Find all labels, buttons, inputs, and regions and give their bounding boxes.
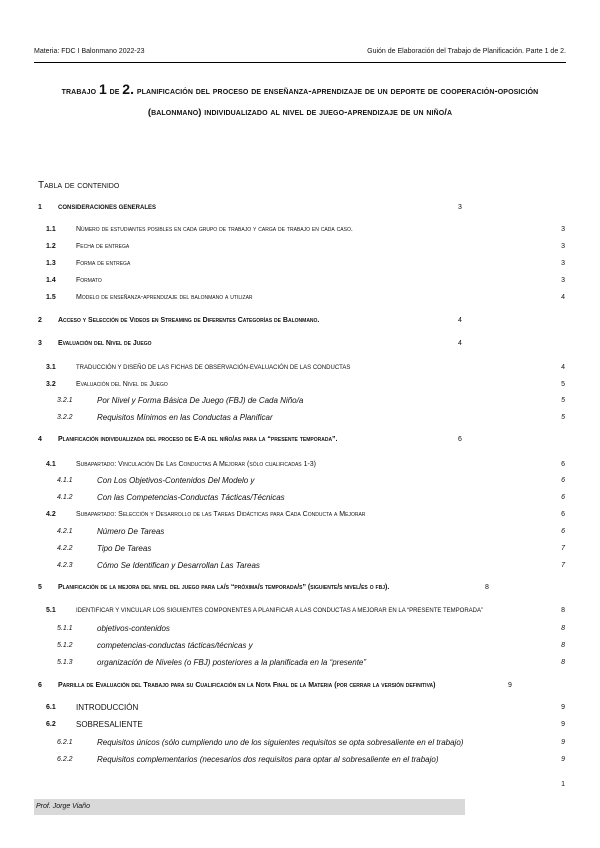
toc-entry-page: 6 — [561, 477, 565, 484]
toc-entry-title: competencias-conductas tácticas/técnicas y — [97, 641, 253, 650]
toc-entry[interactable] — [0, 604, 600, 618]
header-part: Guión de Elaboración del Trabajo de Planificación. Parte 1 de 2. — [367, 48, 566, 55]
toc-entry-page: 9 — [561, 721, 565, 728]
toc-entry[interactable] — [0, 201, 600, 215]
toc-entry-title: Número de estudiantes posibles en cada grupo de trabajo y carga de trabajo en cada caso. — [76, 226, 353, 233]
toc-entry-title: Requisitos Mínimos en las Conductas a Planificar — [97, 413, 273, 422]
toc-entry-title: SOBRESALIENTE — [76, 720, 143, 729]
toc-entry-title: Evaluación del Nivel de Juego — [58, 340, 152, 347]
toc-entry-number: 5.1.3 — [57, 659, 73, 666]
footer-bar — [34, 799, 465, 815]
toc-entry[interactable] — [0, 508, 600, 522]
toc-entry-page: 6 — [561, 494, 565, 501]
toc-entry-page: 4 — [458, 317, 462, 324]
toc-entry-title: Tipo De Tareas — [97, 544, 152, 553]
toc-entry[interactable] — [0, 291, 600, 305]
toc-entry[interactable] — [0, 223, 600, 237]
toc-entry-number: 6.2.1 — [57, 739, 73, 746]
toc-entry-title: Por Nivel y Forma Básica De Juego (FBJ) de Cada Niño/a — [97, 396, 304, 405]
title-rest: planificación del proceso de enseñanza-aprendizaje de un deporte de cooperación-oposición (balonmano) individualizado al nivel de juego-aprendizaje de un niño/a — [134, 86, 539, 118]
toc-entry-title: Acceso y Selección de Videos en Streaming de Diferentes Categorías de Balonmano. — [58, 317, 320, 324]
toc-entry[interactable] — [0, 240, 600, 254]
toc-entry[interactable] — [0, 274, 600, 288]
toc-entry-page: 4 — [458, 340, 462, 347]
toc-entry-title: Número De Tareas — [97, 527, 165, 536]
toc-entry[interactable] — [0, 525, 600, 539]
toc-entry-title: Planificación de la mejora del nivel del juego para la/s “próxima/s temporada/s” (siguiente/s nivel/es o fbj). — [58, 584, 390, 591]
toc-entry-title: Forma de entrega — [76, 260, 131, 267]
toc-entry-page: 6 — [561, 511, 565, 518]
toc-entry[interactable] — [0, 361, 600, 375]
toc-entry[interactable] — [0, 581, 600, 595]
toc-entry[interactable] — [0, 378, 600, 392]
toc-entry-title: organización de Niveles (o FBJ) posteriores a la planificada en la “presente” — [97, 658, 367, 667]
toc-entry[interactable] — [0, 753, 600, 767]
toc-entry-title: objetivos-contenidos — [97, 624, 170, 633]
toc-entry-number: 1.1 — [46, 226, 56, 233]
toc-entry-title: Fecha de entrega — [76, 243, 130, 250]
toc-entry-number: 1.4 — [46, 277, 56, 284]
toc-entry[interactable] — [0, 337, 600, 351]
toc-entry[interactable] — [0, 622, 600, 636]
toc-entry-page: 9 — [508, 682, 512, 689]
toc-entry-number: 6.1 — [46, 704, 56, 711]
toc-entry-title: Cómo Se Identifican y Desarrollan Las Tareas — [97, 561, 260, 570]
toc-entry-page: 8 — [561, 642, 565, 649]
toc-entry[interactable] — [0, 491, 600, 505]
toc-entry-title: Requisitos complementarios (necesarios dos requisitos para optar al sobresaliente en el trabajo) — [97, 755, 439, 764]
toc-entry-page: 3 — [561, 226, 565, 233]
toc-entry-page: 6 — [458, 436, 462, 443]
toc-entry-number: 1 — [38, 204, 42, 211]
header-subject: Materia: FDC I Balonmano 2022-23 — [34, 48, 145, 55]
toc-entry-number: 1.3 — [46, 260, 56, 267]
toc-entry[interactable] — [0, 314, 600, 328]
toc-entry[interactable] — [0, 257, 600, 271]
toc-entry-title: Modelo de enseñanza-aprendizaje del balonmano a utilizar — [76, 294, 253, 301]
toc-entry-page: 5 — [561, 397, 565, 404]
toc-entry[interactable] — [0, 736, 600, 750]
toc-entry-number: 6 — [38, 682, 42, 689]
toc-entry-number: 4.1.2 — [57, 494, 73, 501]
toc-entry-number: 1.2 — [46, 243, 56, 250]
toc-entry-page: 5 — [561, 381, 565, 388]
toc-entry-number: 1.5 — [46, 294, 56, 301]
toc-entry-number: 3.1 — [46, 364, 56, 371]
page-number: 1 — [561, 781, 565, 788]
toc-entry-number: 4.2.2 — [57, 545, 73, 552]
toc-entry-page: 3 — [561, 260, 565, 267]
toc-entry-number: 6.2 — [46, 721, 56, 728]
toc-entry-number: 5.1.2 — [57, 642, 73, 649]
toc-entry-title: Requisitos únicos (sólo cumpliendo uno de los siguientes requisitos se opta sobresaliente en el trabajo) — [97, 738, 464, 747]
title-number-2: 2. — [122, 81, 135, 97]
toc-entry-title: Subapartado: Vinculación De Las Conductas A Mejorar (sólo cualificadas 1-3) — [76, 461, 317, 468]
toc-entry[interactable] — [0, 458, 600, 472]
toc-entry-title: Formato — [76, 277, 102, 284]
toc-entry-page: 9 — [561, 704, 565, 711]
toc-entry-number: 5.1 — [46, 607, 56, 614]
toc-entry[interactable] — [0, 433, 600, 447]
footer-author: Prof. Jorge Viaño — [36, 803, 90, 810]
toc-entry-page: 6 — [561, 461, 565, 468]
toc-entry-number: 4.1.1 — [57, 477, 73, 484]
toc-entry[interactable] — [0, 394, 600, 408]
toc-entry-title: Subapartado: Selección y Desarrollo de las Tareas Didácticas para Cada Conducta a Mejorar — [76, 511, 366, 518]
toc-entry-number: 3 — [38, 340, 42, 347]
toc-entry-title: IDENTIFICAR Y VINCULAR LOS SIGUIENTES COMPONENTES A PLANIFICAR A LAS CONDUCTAS A MEJORAR EN LA “PRESENTE TEMPORADA” — [76, 608, 483, 614]
title-prefix: trabajo — [61, 86, 99, 97]
toc-entry[interactable] — [0, 679, 600, 693]
toc-entry-title: CONSIDERACIONES GENERALES — [58, 205, 157, 211]
toc-entry-page: 7 — [561, 545, 565, 552]
toc-entry-page: 3 — [458, 204, 462, 211]
toc-entry-page: 8 — [561, 607, 565, 614]
toc-entry[interactable] — [0, 656, 600, 670]
toc-entry-number: 6.2.2 — [57, 756, 73, 763]
toc-entry-number: 4.2.1 — [57, 528, 73, 535]
toc-entry-title: TRADUCCIÓN Y DISEÑO DE LAS FICHAS DE OBSERVACIÓN-EVALUACIÓN DE LAS CONDUCTAS — [76, 365, 351, 371]
toc-entry-number: 4.1 — [46, 461, 56, 468]
toc-entry-page: 3 — [561, 243, 565, 250]
toc-entry-number: 3.2.1 — [57, 397, 73, 404]
toc-entry[interactable] — [0, 542, 600, 556]
toc-entry-page: 9 — [561, 739, 565, 746]
toc-entry-title: Con Los Objetivos-Contenidos Del Modelo y — [97, 476, 255, 485]
toc-entry-page: 6 — [561, 528, 565, 535]
toc-entry-page: 8 — [561, 659, 565, 666]
toc-entry-number: 4.2.3 — [57, 562, 73, 569]
toc-entry-page: 5 — [561, 414, 565, 421]
toc-entry-title: Con las Competencias-Conductas Tácticas/Técnicas — [97, 493, 285, 502]
toc-entry-title: Parrilla de Evaluación del Trabajo para su Cualificación en la Nota Final de la Materia (por cerrar la versión definitiva) — [58, 682, 436, 689]
toc-entry[interactable] — [0, 474, 600, 488]
toc-entry-page: 9 — [561, 756, 565, 763]
toc-entry[interactable] — [0, 411, 600, 425]
title-mid: de — [106, 86, 123, 97]
toc-entry-page: 4 — [561, 364, 565, 371]
toc-entry-number: 2 — [38, 317, 42, 324]
toc-entry-page: 4 — [561, 294, 565, 301]
toc-entry-number: 3.2 — [46, 381, 56, 388]
title-number-1: 1 — [98, 81, 107, 97]
toc-heading: Tabla de contenido — [38, 180, 120, 191]
toc-entry[interactable] — [0, 639, 600, 653]
toc-entry-page: 8 — [561, 625, 565, 632]
toc-entry[interactable] — [0, 559, 600, 573]
toc-entry-number: 4.2 — [46, 511, 56, 518]
toc-entry[interactable] — [0, 701, 600, 715]
toc-entry[interactable] — [0, 718, 600, 732]
toc-entry-number: 3.2.2 — [57, 414, 73, 421]
toc-entry-page: 3 — [561, 277, 565, 284]
toc-entry-number: 5 — [38, 584, 42, 591]
toc-entry-title: Planificación individualizada del proceso de E-A del niño/as para la “presente temporada”. — [58, 436, 338, 443]
toc-entry-title: INTRODUCCIÓN — [76, 703, 139, 712]
toc-entry-title: Evaluación del Nivel de Juego — [76, 381, 168, 388]
toc-entry-page: 8 — [485, 584, 489, 591]
toc-entry-number: 5.1.1 — [57, 625, 73, 632]
toc-entry-page: 7 — [561, 562, 565, 569]
toc-entry-number: 4 — [38, 436, 42, 443]
